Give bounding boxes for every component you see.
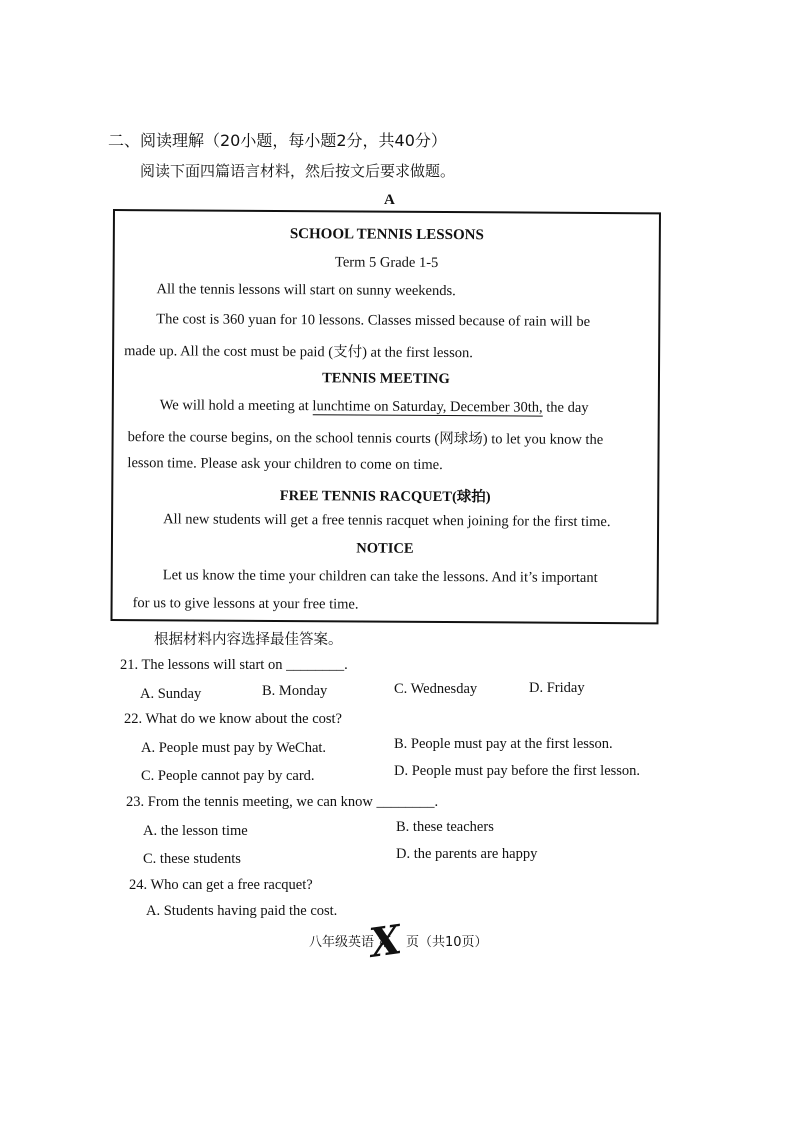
meeting-line1	[160, 397, 589, 417]
page-number-mark: X	[366, 916, 405, 967]
q21-option-d: D. Friday	[529, 680, 585, 696]
footer-right: 页（共10页）	[406, 935, 488, 950]
q21-option-c: C. Wednesday	[394, 681, 478, 697]
q22-option-b: B. People must pay at the first lesson.	[394, 736, 613, 752]
racquet-line: All new students will get a free tennis racquet when joining for the first time.	[163, 511, 611, 531]
meeting-date-underlined: lunchtime on Saturday, December 30th,	[312, 398, 543, 416]
meeting-line3: lesson time. Please ask your children to come on time.	[127, 455, 443, 474]
notice-box	[110, 209, 661, 624]
q23-option-d: D. the parents are happy	[396, 846, 538, 862]
racquet-title: FREE TENNIS RACQUET(球拍)	[279, 488, 491, 506]
para-start-weekends: All the tennis lessons will start on sunny weekends.	[156, 281, 456, 300]
meeting-line2: before the course begins, on the school tennis courts (网球场) to let you know the	[127, 429, 604, 448]
meeting-title: TENNIS MEETING	[322, 370, 450, 388]
footer-left: 八年级英语 第	[309, 935, 392, 950]
notice-title: SCHOOL TENNIS LESSONS	[289, 226, 484, 244]
q23-option-a: A. the lesson time	[143, 823, 248, 839]
notice-line1: Let us know the time your children can take the lessons. And it’s important	[162, 567, 598, 586]
notice-section-title: NOTICE	[356, 540, 414, 557]
q21-option-b: B. Monday	[262, 683, 328, 699]
para-cost-line1: The cost is 360 yuan for 10 lessons. Classes missed because of rain will be	[156, 311, 591, 330]
q23-option-b: B. these teachers	[396, 819, 494, 835]
q21-option-a: A. Sunday	[140, 686, 202, 702]
section-instruction: 阅读下面四篇语言材料，然后按文后要求做题。	[140, 162, 456, 180]
questions-intro: 根据材料内容选择最佳答案。	[154, 632, 343, 648]
q24-option-a: A. Students having paid the cost.	[146, 903, 338, 919]
question-23: 23. From the tennis meeting, we can know ________.	[126, 794, 439, 810]
notice-line2: for us to give lessons at your free time.	[132, 595, 359, 613]
q22-option-a: A. People must pay by WeChat.	[141, 740, 327, 756]
passage-label: A	[384, 192, 395, 208]
question-21: 21. The lessons will start on ________.	[120, 657, 348, 673]
q22-option-d: D. People must pay before the first lesson.	[394, 763, 641, 779]
section-heading: 二、阅读理解（20小题，每小题2分，共40分）	[108, 131, 447, 150]
q23-option-c: C. these students	[143, 851, 241, 867]
question-22: 22. What do we know about the cost?	[124, 711, 342, 727]
meeting-line1-start: We will hold a meeting at	[159, 397, 313, 415]
question-24: 24. Who can get a free racquet?	[129, 877, 313, 893]
para-cost-line2: made up. All the cost must be paid (支付) at the first lesson.	[124, 343, 473, 362]
meeting-line1-end: the day	[542, 399, 589, 416]
notice-subtitle: Term 5 Grade 1-5	[334, 254, 439, 271]
q22-option-c: C. People cannot pay by card.	[141, 768, 315, 784]
